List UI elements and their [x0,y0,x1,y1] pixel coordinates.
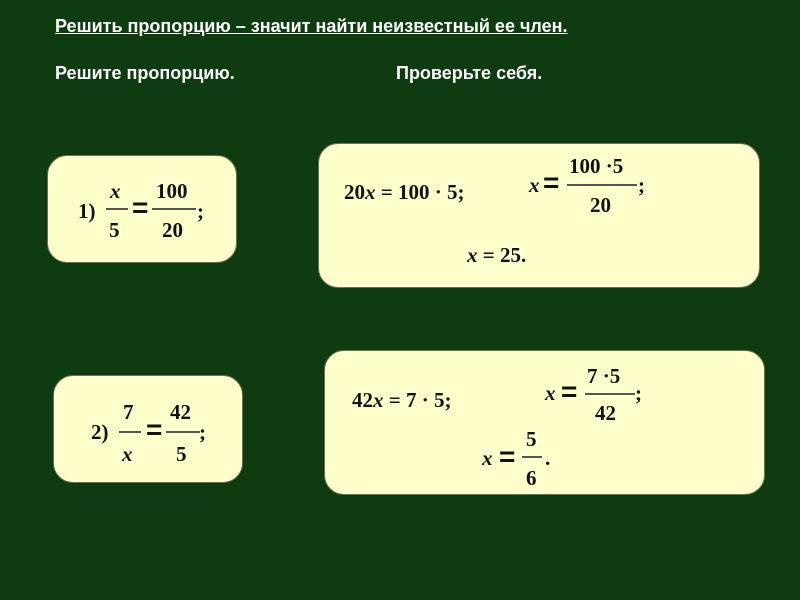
solution-1-card [318,143,760,288]
page-title: Решить пропорцию – значит найти неизвестный ее член. [55,16,568,36]
fraction-denominator: 20 [590,193,611,217]
problem-1-card [47,155,237,263]
fraction-equals: = [561,376,578,407]
answer-denominator: 6 [526,466,537,490]
right-fraction-bar [166,431,200,433]
problem-2-card [53,375,243,483]
answer-equals: = [499,441,516,472]
fraction-semicolon: ; [635,381,642,405]
left-numerator: x [110,179,121,203]
fraction-denominator: 42 [595,401,616,425]
right-numerator: 42 [170,400,191,424]
fraction-bar [585,393,635,395]
fraction-semicolon: ; [638,173,645,197]
problem-number: 2) [91,420,109,444]
answer-fraction-bar [522,456,542,458]
left-numerator: 7 [123,400,134,424]
answer-period: . [545,446,551,470]
fraction-variable: x [545,381,556,405]
right-denominator: 5 [176,442,187,466]
problem-number: 1) [78,199,96,223]
solution-line-1: 20x = 100 · 5; [344,180,465,204]
answer: x = 25. [467,243,527,267]
semicolon: ; [197,199,204,223]
left-denominator: x [122,442,133,466]
right-numerator: 100 [156,179,188,203]
fraction-numerator: 100 ·5 [569,154,624,178]
answer-variable: x [482,446,493,470]
equals-sign: = [146,414,163,445]
solve-heading: Решите пропорцию. [55,63,235,83]
fraction-numerator: 7 ·5 [587,364,621,388]
solution-line-1: 42x = 7 · 5; [352,388,452,412]
left-fraction-bar [119,431,141,433]
left-fraction-bar [106,208,128,210]
fraction-equals: = [543,167,560,198]
fraction-bar [567,184,637,186]
right-fraction-bar [152,208,196,210]
equals-sign: = [132,192,149,223]
answer-numerator: 5 [526,427,537,451]
fraction-variable: x [529,173,540,197]
left-denominator: 5 [109,218,120,242]
check-heading: Проверьте себя. [396,63,543,83]
right-denominator: 20 [162,218,183,242]
solution-2-card [324,350,765,495]
semicolon: ; [199,420,206,444]
